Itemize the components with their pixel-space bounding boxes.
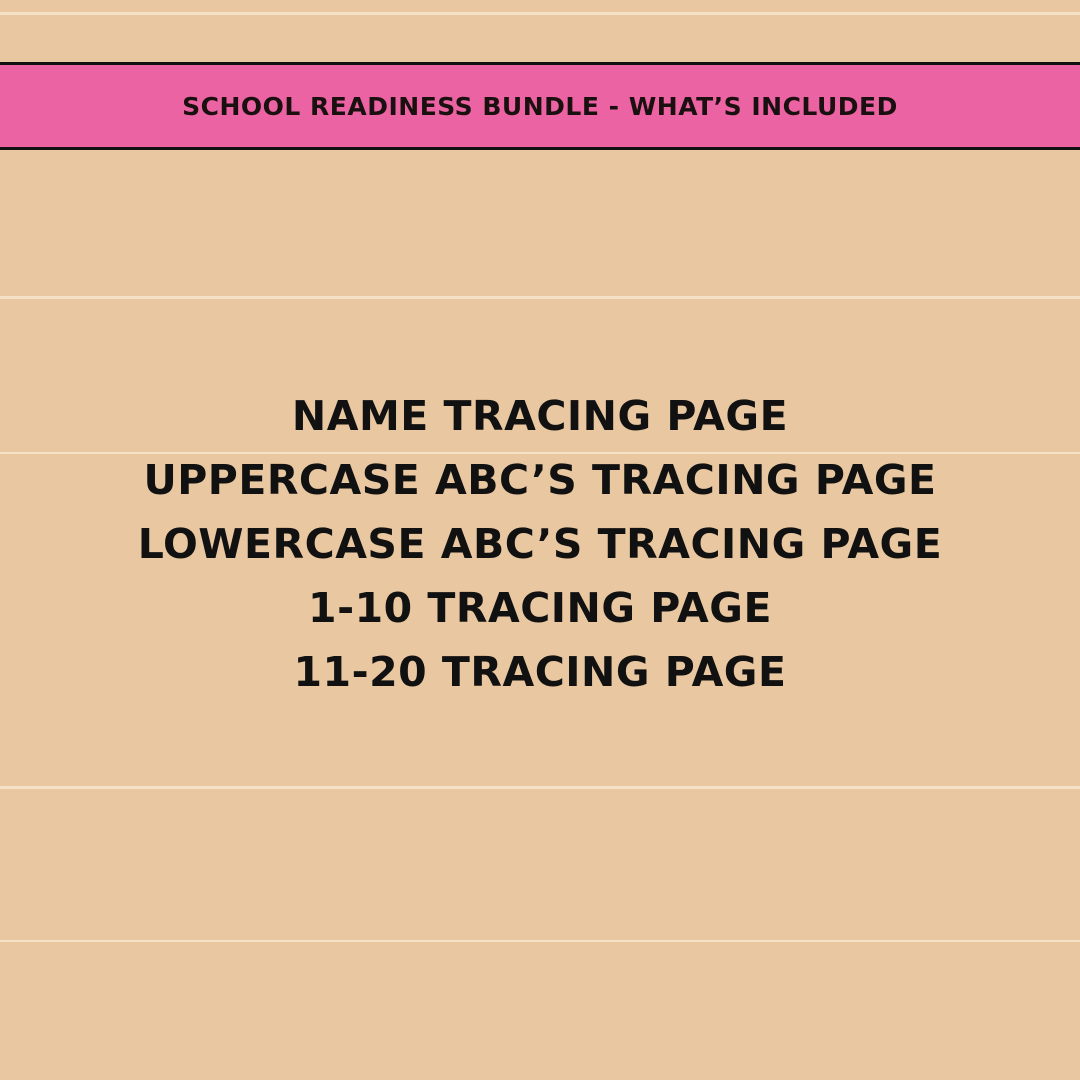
title-banner [0,62,1080,150]
included-item: 11-20 TRACING PAGE [293,648,787,696]
included-item: UPPERCASE ABC’S TRACING PAGE [143,456,937,504]
wood-grain-highlight [0,12,1080,15]
included-item: LOWERCASE ABC’S TRACING PAGE [137,520,943,568]
banner-title: SCHOOL READINESS BUNDLE - WHAT’S INCLUDED [182,91,898,121]
wood-grain-highlight [0,296,1080,299]
included-item: NAME TRACING PAGE [291,392,789,440]
wood-grain-highlight [0,786,1080,789]
included-items-list [0,384,1080,704]
included-item: 1-10 TRACING PAGE [308,584,772,632]
wood-grain-highlight [0,940,1080,942]
